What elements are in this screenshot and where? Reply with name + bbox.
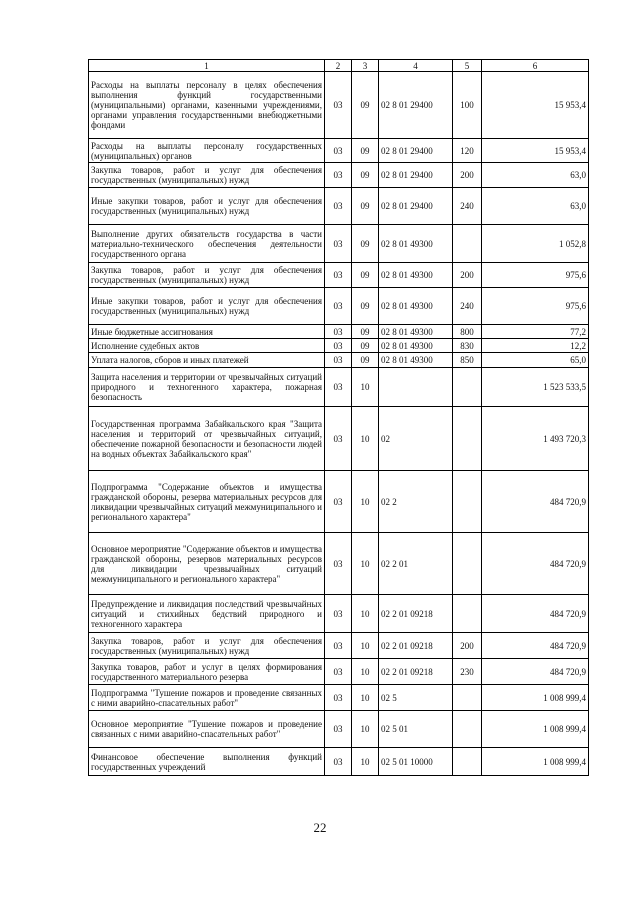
header-cell: 2 [325,60,352,72]
row-expense-type: 200 [453,163,482,188]
row-name: Расходы на выплаты персоналу в целях обеспечения выполнения функций государственными (муниципальными) органами, казенными учреждениями, органами управления государственными внебюджетными фондами [89,72,325,139]
row-subsection: 09 [352,139,379,163]
row-amount: 15 953,4 [482,139,589,163]
row-name: Государственная программа Забайкальского края "Защита населения и территорий от чрезвычайных ситуаций, обеспечение пожарной безопасности и безопасности людей на водных объектах Забайкальского края" [89,407,325,471]
row-section: 03 [325,659,352,685]
row-section: 03 [325,633,352,659]
row-section: 03 [325,748,352,776]
header-cell: 1 [89,60,325,72]
header-cell: 5 [453,60,482,72]
row-name: Уплата налогов, сборов и иных платежей [89,353,325,368]
row-expense-type: 240 [453,288,482,325]
row-target-article: 02 5 01 10000 [379,748,453,776]
table-row [89,339,589,353]
table-row [89,659,589,685]
header-cell: 6 [482,60,589,72]
row-target-article: 02 2 01 09218 [379,659,453,685]
row-name: Подпрограмма "Содержание объектов и имущества гражданской обороны, резерва материальных ресурсов для ликвидации чрезвычайных ситуаций межмуниципального и регионального характера" [89,471,325,533]
row-section: 03 [325,325,352,339]
row-section: 03 [325,225,352,263]
row-expense-type [453,407,482,471]
row-name: Иные закупки товаров, работ и услуг для обеспечения государственных (муниципальных) нужд [89,188,325,225]
row-amount: 1 523 533,5 [482,368,589,407]
row-subsection: 10 [352,711,379,748]
row-name: Защита населения и территории от чрезвычайных ситуаций природного и техногенного характера, пожарная безопасность [89,368,325,407]
row-expense-type [453,368,482,407]
row-subsection: 10 [352,533,379,595]
page-number: 22 [313,820,327,835]
row-amount: 1 008 999,4 [482,685,589,711]
row-target-article: 02 8 01 29400 [379,188,453,225]
row-subsection: 09 [352,188,379,225]
row-target-article: 02 2 01 [379,533,453,595]
row-section: 03 [325,368,352,407]
row-amount: 1 008 999,4 [482,711,589,748]
row-target-article: 02 2 [379,471,453,533]
row-name: Закупка товаров, работ и услуг для обеспечения государственных (муниципальных) нужд [89,163,325,188]
row-expense-type: 230 [453,659,482,685]
row-subsection: 10 [352,368,379,407]
row-expense-type: 800 [453,325,482,339]
row-expense-type [453,748,482,776]
row-section: 03 [325,711,352,748]
row-amount: 1 493 720,3 [482,407,589,471]
row-target-article: 02 8 01 29400 [379,139,453,163]
row-section: 03 [325,471,352,533]
row-amount: 12,2 [482,339,589,353]
row-amount: 1 008 999,4 [482,748,589,776]
row-subsection: 09 [352,325,379,339]
row-expense-type: 850 [453,353,482,368]
row-expense-type [453,533,482,595]
row-subsection: 10 [352,748,379,776]
row-target-article: 02 [379,407,453,471]
row-target-article: 02 8 01 49300 [379,353,453,368]
header-cell: 4 [379,60,453,72]
row-name: Закупка товаров, работ и услуг для обеспечения государственных (муниципальных) нужд [89,633,325,659]
row-target-article: 02 8 01 49300 [379,339,453,353]
row-target-article: 02 2 01 09218 [379,633,453,659]
row-section: 03 [325,533,352,595]
row-subsection: 10 [352,633,379,659]
table-row [89,471,589,533]
row-subsection: 10 [352,407,379,471]
row-target-article: 02 5 01 [379,711,453,748]
row-amount: 975,6 [482,288,589,325]
row-name: Исполнение судебных актов [89,339,325,353]
row-amount: 484 720,9 [482,659,589,685]
table-row [89,325,589,339]
row-expense-type: 120 [453,139,482,163]
row-section: 03 [325,685,352,711]
row-expense-type: 830 [453,339,482,353]
row-target-article: 02 8 01 49300 [379,225,453,263]
row-subsection: 09 [352,288,379,325]
row-subsection: 10 [352,595,379,633]
table-row [89,633,589,659]
row-name: Иные бюджетные ассигнования [89,325,325,339]
row-subsection: 10 [352,659,379,685]
row-amount: 63,0 [482,188,589,225]
row-amount: 77,2 [482,325,589,339]
row-name: Расходы на выплаты персоналу государственных (муниципальных) органов [89,139,325,163]
row-target-article: 02 5 [379,685,453,711]
row-name: Основное мероприятие "Тушение пожаров и проведение связанных с ними аварийно-спасательных работ" [89,711,325,748]
row-name: Выполнение других обязательств государства в части материально-технического обеспечения деятельности государственного органа [89,225,325,263]
table-row [89,225,589,263]
row-subsection: 09 [352,339,379,353]
row-amount: 1 052,8 [482,225,589,263]
row-name: Предупреждение и ликвидация последствий чрезвычайных ситуаций и стихийных бедствий природного и техногенного характера [89,595,325,633]
table-row [89,595,589,633]
row-subsection: 10 [352,471,379,533]
table-row [89,685,589,711]
row-amount: 484 720,9 [482,533,589,595]
row-section: 03 [325,139,352,163]
row-expense-type [453,595,482,633]
row-name: Подпрограмма "Тушение пожаров и проведение связанных с ними аварийно-спасательных работ" [89,685,325,711]
row-expense-type: 200 [453,263,482,288]
row-subsection: 09 [352,353,379,368]
row-section: 03 [325,353,352,368]
row-name: Иные закупки товаров, работ и услуг для обеспечения государственных (муниципальных) нужд [89,288,325,325]
row-section: 03 [325,72,352,139]
table-row [89,533,589,595]
row-amount: 63,0 [482,163,589,188]
row-amount: 65,0 [482,353,589,368]
table-row [89,72,589,139]
row-subsection: 09 [352,163,379,188]
row-expense-type [453,711,482,748]
row-amount: 484 720,9 [482,471,589,533]
row-expense-type: 200 [453,633,482,659]
row-expense-type [453,471,482,533]
row-name: Финансовое обеспечение выполнения функций государственных учреждений [89,748,325,776]
row-amount: 484 720,9 [482,595,589,633]
table-row [89,163,589,188]
row-subsection: 10 [352,685,379,711]
row-target-article: 02 8 01 49300 [379,263,453,288]
table-row [89,139,589,163]
row-name: Закупка товаров, работ и услуг для обеспечения государственных (муниципальных) нужд [89,263,325,288]
header-row [89,60,589,72]
row-subsection: 09 [352,263,379,288]
table-row [89,353,589,368]
table-row [89,407,589,471]
row-expense-type [453,225,482,263]
row-expense-type: 100 [453,72,482,139]
table-row [89,288,589,325]
row-target-article: 02 8 01 49300 [379,325,453,339]
table-row [89,748,589,776]
row-name: Закупка товаров, работ и услуг в целях формирования государственного материального резерва [89,659,325,685]
row-target-article: 02 8 01 29400 [379,72,453,139]
table-row [89,263,589,288]
row-expense-type [453,685,482,711]
row-section: 03 [325,339,352,353]
row-section: 03 [325,595,352,633]
row-amount: 484 720,9 [482,633,589,659]
row-amount: 975,6 [482,263,589,288]
row-section: 03 [325,407,352,471]
row-subsection: 09 [352,72,379,139]
row-target-article: 02 8 01 49300 [379,288,453,325]
row-target-article [379,368,453,407]
row-amount: 15 953,4 [482,72,589,139]
budget-table [88,59,589,776]
row-subsection: 09 [352,225,379,263]
header-cell: 3 [352,60,379,72]
row-target-article: 02 8 01 29400 [379,163,453,188]
row-expense-type: 240 [453,188,482,225]
row-name: Основное мероприятие "Содержание объектов и имущества гражданской обороны, резервов материальных ресурсов для ликвидации чрезвычайных ситуаций межмуниципального и регионального характера" [89,533,325,595]
row-section: 03 [325,188,352,225]
row-section: 03 [325,163,352,188]
table-row [89,711,589,748]
row-section: 03 [325,288,352,325]
row-section: 03 [325,263,352,288]
table-row [89,368,589,407]
row-target-article: 02 2 01 09218 [379,595,453,633]
table-row [89,188,589,225]
